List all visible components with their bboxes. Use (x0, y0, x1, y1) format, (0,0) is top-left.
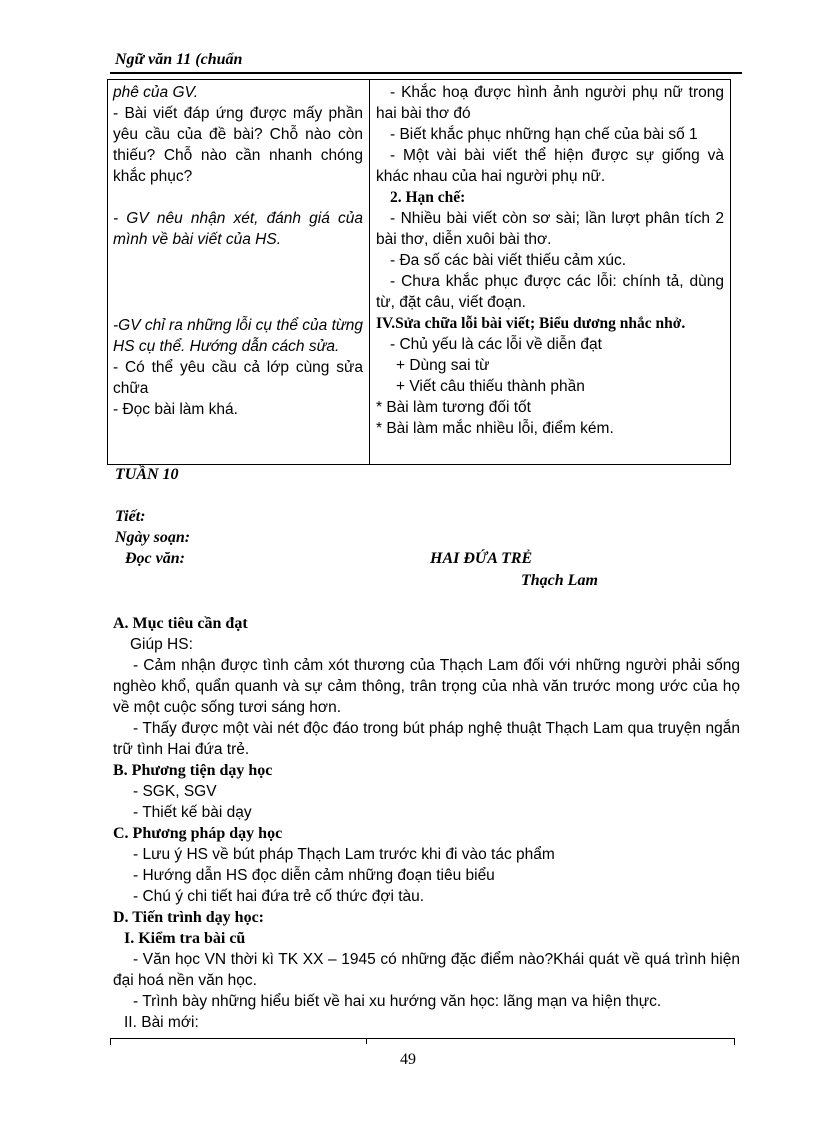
left-cell-5: - Có thể yêu cầu cả lớp cùng sửa chữa (113, 359, 363, 397)
right-heading-fix-errors: IV.Sửa chữa lỗi bài viết; Biểu dương nhắc nhở. (376, 315, 686, 332)
header-title: Ngữ văn 11 (chuẩn (115, 51, 243, 68)
category-label: Đọc văn: (125, 550, 185, 567)
right-cell-11: + Viết câu thiếu thành phần (396, 378, 585, 395)
lesson-body (113, 613, 740, 1033)
page-number: 49 (400, 1051, 416, 1068)
section-d-heading: D. Tiến trình dạy học: (113, 909, 264, 926)
left-cell-6: - Đọc bài làm khá. (113, 401, 238, 418)
left-cell-3: - GV nêu nhận xét, đánh giá của mình về bài viết của HS. (113, 210, 363, 248)
section-b-heading: B. Phương tiện dạy học (113, 762, 273, 779)
section-d1-heading: I. Kiểm tra bài cũ (124, 930, 246, 947)
right-heading-limitations: 2. Hạn chế: (390, 189, 466, 206)
right-cell-1: - Khắc hoạ được hình ảnh người phụ nữ trong hai bài thơ đó (376, 84, 724, 122)
table-left-column (113, 82, 363, 187)
right-cell-12: * Bài làm tương đối tốt (376, 399, 531, 416)
right-cell-9: - Chủ yếu là các lỗi về diễn đạt (390, 336, 602, 353)
left-cell-4-wrap (113, 315, 363, 420)
section-c-line-3: - Chú ý chi tiết hai đứa trẻ cố thức đợi tàu. (133, 888, 425, 905)
left-cell-3-wrap (113, 208, 363, 250)
lesson-author: Thạch Lam (521, 572, 598, 589)
section-b-line-1: - SGK, SGV (133, 783, 217, 800)
section-d2-heading: II. Bài mới: (124, 1014, 199, 1031)
left-cell-1: phê của GV. (113, 84, 199, 101)
table-right-column (376, 82, 724, 439)
left-cell-2: - Bài viết đáp ứng được mấy phần yêu cầu của đề bài? Chỗ nào còn thiếu? Chỗ nào cần nhanh chóng khắc phục? (113, 105, 363, 185)
right-cell-7: - Chưa khắc phục được các lỗi: chính tả, dùng từ, đặt câu, viết đoạn. (376, 273, 724, 311)
next-table-top-edge (110, 1038, 735, 1045)
section-d1-line-1: - Văn học VN thời kì TK XX – 1945 có những đặc điểm nào?Khái quát về quá trình hiện đại hoá nền văn học. (113, 951, 740, 989)
left-cell-4: -GV chỉ ra những lỗi cụ thể của từng HS cụ thể. Hướng dẫn cách sửa. (113, 317, 363, 355)
section-c-line-2: - Hướng dẫn HS đọc diễn cảm những đoạn tiêu biểu (133, 867, 495, 884)
right-cell-13: * Bài làm mắc nhiều lỗi, điểm kém. (376, 420, 614, 437)
date-label: Ngày soạn: (115, 529, 191, 546)
right-cell-6: - Đa số các bài viết thiếu cảm xúc. (390, 252, 627, 269)
section-d1-line-2: - Trình bày những hiểu biết về hai xu hướng văn học: lãng mạn va hiện thực. (133, 993, 662, 1010)
section-a-line-3: - Thấy được một vài nét độc đáo trong bút pháp nghệ thuật Thạch Lam qua truyện ngắn trữ tình Hai đứa trẻ. (113, 720, 740, 758)
week-label: TUẦN 10 (115, 466, 179, 483)
section-a-heading: A. Mục tiêu cần đạt (113, 615, 248, 632)
period-label: Tiết: (115, 508, 146, 525)
section-a-line-1: Giúp HS: (130, 636, 193, 653)
table-column-divider (369, 79, 370, 465)
header-rule (110, 72, 742, 74)
right-cell-10: + Dùng sai từ (396, 357, 490, 374)
right-cell-3: - Một vài bài viết thể hiện được sự giống và khác nhau của hai người phụ nữ. (376, 147, 724, 185)
right-cell-5: - Nhiều bài viết còn sơ sài; lần lượt phân tích 2 bài thơ, diễn xuôi bài thơ. (376, 210, 724, 248)
section-b-line-2: - Thiết kế bài dạy (133, 804, 252, 821)
section-a-line-2: - Cảm nhận được tình cảm xót thương của Thạch Lam đối với những người phải sống nghèo khổ, quẩn quanh và sự cảm thông, trân trọng của nhà văn trước mong ước của họ về một cuộc sống tươi sáng hơn. (113, 657, 740, 716)
section-c-line-1: - Lưu ý HS về bút pháp Thạch Lam trước khi đi vào tác phẩm (133, 846, 555, 863)
next-table-divider (366, 1038, 367, 1044)
right-cell-2: - Biết khắc phục những hạn chế của bài số 1 (390, 126, 698, 143)
section-c-heading: C. Phương pháp dạy học (113, 825, 283, 842)
lesson-title: HAI ĐỨA TRẺ (430, 550, 533, 567)
